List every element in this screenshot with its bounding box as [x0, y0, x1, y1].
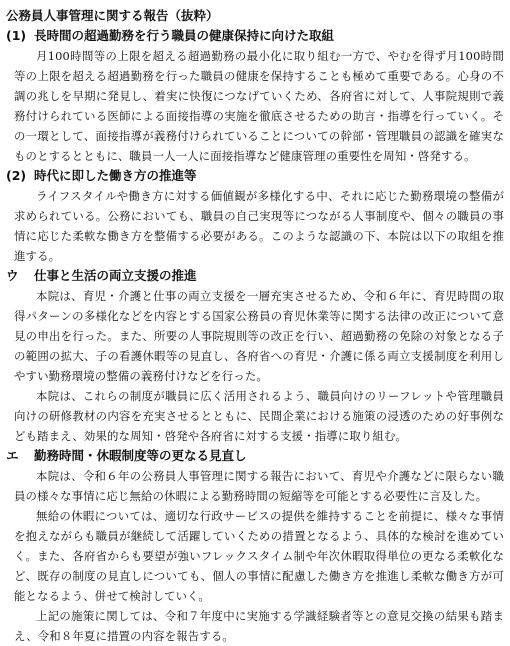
section-number: エ: [6, 448, 19, 463]
section-number: ウ: [6, 268, 19, 283]
paragraph: 本院は、これらの制度が職員に広く活用されるよう、職員向けのリーフレットや管理職員向けの研修教材の内容を充実させるとともに、民間企業における施策の浸透のための好事例なども踏まえ、効果的な周知・啓発や各府省に対する支援・指導に取り組む。: [14, 389, 504, 443]
paragraph: ライフスタイルや働き方に対する価値観が多様化する中、それに応じた勤務環境の整備が求められている。公務においても、職員の自己実現等につながる人事制度や、個々の職員の事情に応じた柔軟な働き方を整備する必要がある。このような認識の下、本院は以下の取組を推進する。: [14, 189, 504, 263]
section-heading-text: 時代に即した働き方の推進等: [34, 168, 197, 183]
section-heading-text: 勤務時間・休暇制度等の更なる見直し: [34, 448, 247, 463]
section-heading-text: 長時間の超過勤務を行う職員の健康保持に向けた取組: [34, 28, 335, 43]
section-heading-text: 仕事と生活の両立支援の推進: [34, 268, 197, 283]
paragraph: 無給の休暇については、適切な行政サービスの提供を維持することを前提に、様々な事情を抱えながらも職員が継続して活躍していくための措置となるよう、具体的な検討を進めていく。また、各府省からも要望が強いフレックスタイム制や年次休暇取得単位の更なる柔軟化など、既存の制度の見直しについても、個人の事情に配慮した働き方を推進し柔軟な働き方が可能となるよう、併せて検討していく。: [14, 509, 504, 603]
section-heading: [6, 266, 504, 286]
section-heading: [6, 166, 504, 186]
section-working-hours-leave: [6, 446, 504, 646]
section-number: (1): [6, 28, 27, 43]
paragraph: 上記の施策に関しては、令和７年度中に実施する学識経験者等との意見交換の結果も踏まえ、令和８年夏に措置の内容を報告する。: [14, 609, 504, 643]
paragraph: 本院は、育児・介護と仕事の両立支援を一層充実させるため、令和６年に、育児時間の取得パターンの多様化などを内容とする国家公務員の育児休業等に関する法律の改正について意見の申出を行った。また、所要の人事院規則等の改正を行い、超過勤務の免除の対象となる子の範囲の拡大、子の看護休暇等の見直し、各府省への育児・介護に係る両立支援制度を利用しやすい勤務環境の整備の義務付けなどを行った。: [14, 289, 504, 383]
section-number: (2): [6, 168, 27, 183]
paragraph: 月100時間等の上限を超える超過勤務の最小化に取り組む一方で、やむを得ず月100時間等の上限を超える超過勤務を行った職員の健康を保持することも極めて重要である。心身の不調の兆しを早期に発見し、着実に快復につなげていくため、各府省に対して、人事院規則で義務付けられている医師による面接指導の実施を徹底させるための助言・指導を行っていく。その一環として、面接指導が義務付けられていることについての幹部・管理職員の認識を確実なものとするとともに、職員一人一人に面接指導など健康管理の重要性を周知・啓発する。: [14, 49, 504, 163]
section-work-life-balance: [6, 266, 504, 446]
section-heading: [6, 446, 504, 466]
section-long-overtime-health: [6, 26, 504, 166]
paragraph: 本院は、令和６年の公務員人事管理に関する報告において、育児や介護などに限らない職員の様々な事情に応じ無給の休暇による勤務時間の短縮等を可能とする必要性に言及した。: [14, 469, 504, 503]
section-work-style-reform: [6, 166, 504, 266]
document-title: 公務員人事管理に関する報告（抜粋）: [6, 8, 219, 23]
section-heading: [6, 26, 504, 46]
